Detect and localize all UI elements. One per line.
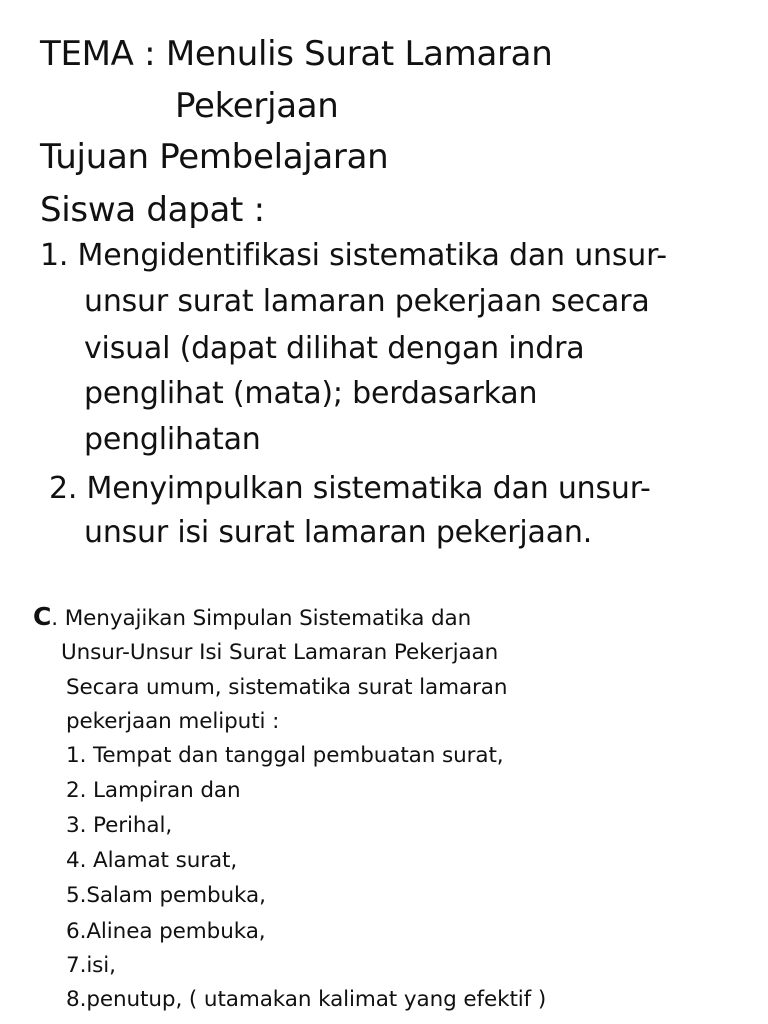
objective-1-line2: unsur surat lamaran pekerjaan secara [84, 284, 650, 319]
section-c-heading-text: . Menyajikan Simpulan Sistematika dan [51, 606, 472, 631]
objective-1-line3: visual (dapat dilihat dengan indra [84, 331, 585, 366]
systematics-list-item: 2. Lampiran dan [66, 778, 241, 803]
section-c-intro-line1: Secara umum, sistematika surat lamaran [66, 675, 508, 700]
systematics-list-item: 5.Salam pembuka, [66, 883, 266, 908]
systematics-list-item: 3. Perihal, [66, 813, 173, 838]
systematics-list-item: 1. Tempat dan tanggal pembuatan surat, [66, 743, 504, 768]
objective-1-line4: penglihat (mata); berdasarkan [84, 376, 538, 411]
tema-title-line2: Pekerjaan [175, 86, 339, 126]
systematics-list-item: 8.penutup, ( utamakan kalimat yang efektif ) [66, 987, 547, 1012]
siswa-heading: Siswa dapat : [40, 190, 265, 230]
section-c-intro-line2: pekerjaan meliputi : [66, 709, 280, 734]
objective-1-line5: penglihatan [84, 422, 261, 457]
objective-2-line2: unsur isi surat lamaran pekerjaan. [84, 515, 593, 550]
section-c-heading-line1 [33, 604, 471, 630]
tema-title-line1: TEMA : Menulis Surat Lamaran [40, 34, 553, 74]
objective-1-line1: 1. Mengidentifikasi sistematika dan unsur- [40, 238, 667, 273]
tujuan-heading: Tujuan Pembelajaran [40, 137, 389, 177]
objective-2-line1: 2. Menyimpulkan sistematika dan unsur- [49, 471, 651, 506]
systematics-list-item: 6.Alinea pembuka, [66, 919, 266, 944]
section-c-letter: C [33, 602, 52, 631]
systematics-list-item: 7.isi, [66, 953, 116, 978]
systematics-list-item: 4. Alamat surat, [66, 848, 238, 873]
section-c-heading-line2: Unsur-Unsur Isi Surat Lamaran Pekerjaan [61, 640, 499, 665]
